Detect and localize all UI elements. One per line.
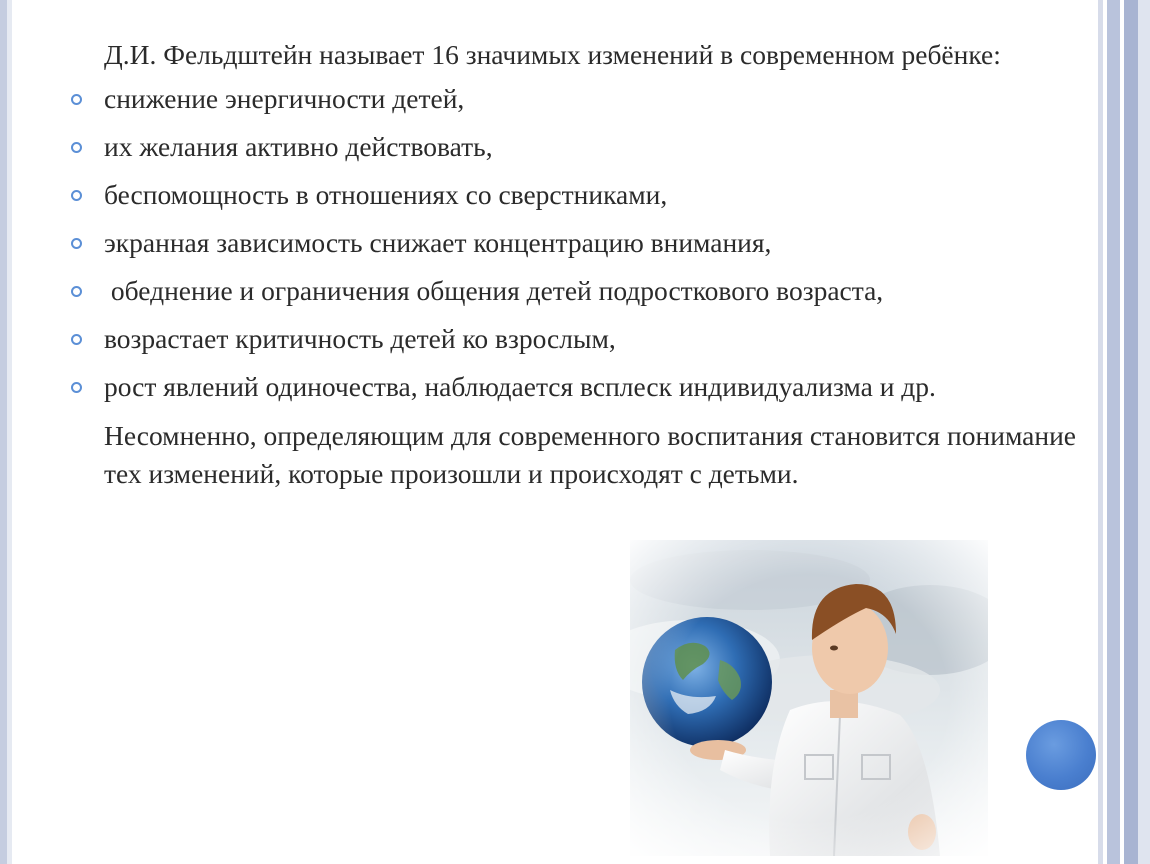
- accent-circle: [1026, 720, 1096, 790]
- list-item: [104, 128, 1076, 176]
- list-item: [104, 224, 1076, 272]
- slide-text: [104, 36, 1076, 493]
- list-item: [104, 80, 1076, 128]
- bullet-ring-icon: [71, 94, 82, 105]
- list-item: [104, 320, 1076, 368]
- bullet-ring-icon: [71, 190, 82, 201]
- list-item-text: снижение энергичности детей,: [104, 83, 465, 114]
- list-item-text: экранная зависимость снижает концентрацию внимания,: [104, 227, 772, 258]
- photo-illustration: [630, 540, 988, 856]
- list-item: [104, 272, 1076, 320]
- bullet-ring-icon: [71, 382, 82, 393]
- bullet-ring-icon: [71, 286, 82, 297]
- list-item-text: обеднение и ограничения общения детей подросткового возраста,: [104, 275, 884, 306]
- left-border-stripe: [0, 0, 12, 864]
- right-border-stripes: [1098, 0, 1150, 864]
- list-item-text: возрастает критичность детей ко взрослым,: [104, 323, 616, 354]
- intro-text: Д.И. Фельдштейн называет 16 значимых изменений в современном ребёнке:: [104, 39, 1001, 70]
- bullet-ring-icon: [71, 142, 82, 153]
- bullet-ring-icon: [71, 238, 82, 249]
- globe-icon: [642, 617, 772, 747]
- list-item: [104, 176, 1076, 224]
- list-item-text: их желания активно действовать,: [104, 131, 493, 162]
- list-item: [104, 368, 1076, 416]
- conclusion-text: Несомненно, определяющим для современного воспитания становится понимание тех изменений, которые произошли и происходят с детьми.: [104, 420, 1076, 489]
- list-item-text: беспомощность в отношениях со сверстниками,: [104, 179, 668, 210]
- boy-holding-globe-photo: [630, 540, 988, 856]
- bullet-ring-icon: [71, 334, 82, 345]
- changes-list: [104, 80, 1076, 416]
- list-item-text: рост явлений одиночества, наблюдается всплеск индивидуализма и др.: [104, 371, 936, 402]
